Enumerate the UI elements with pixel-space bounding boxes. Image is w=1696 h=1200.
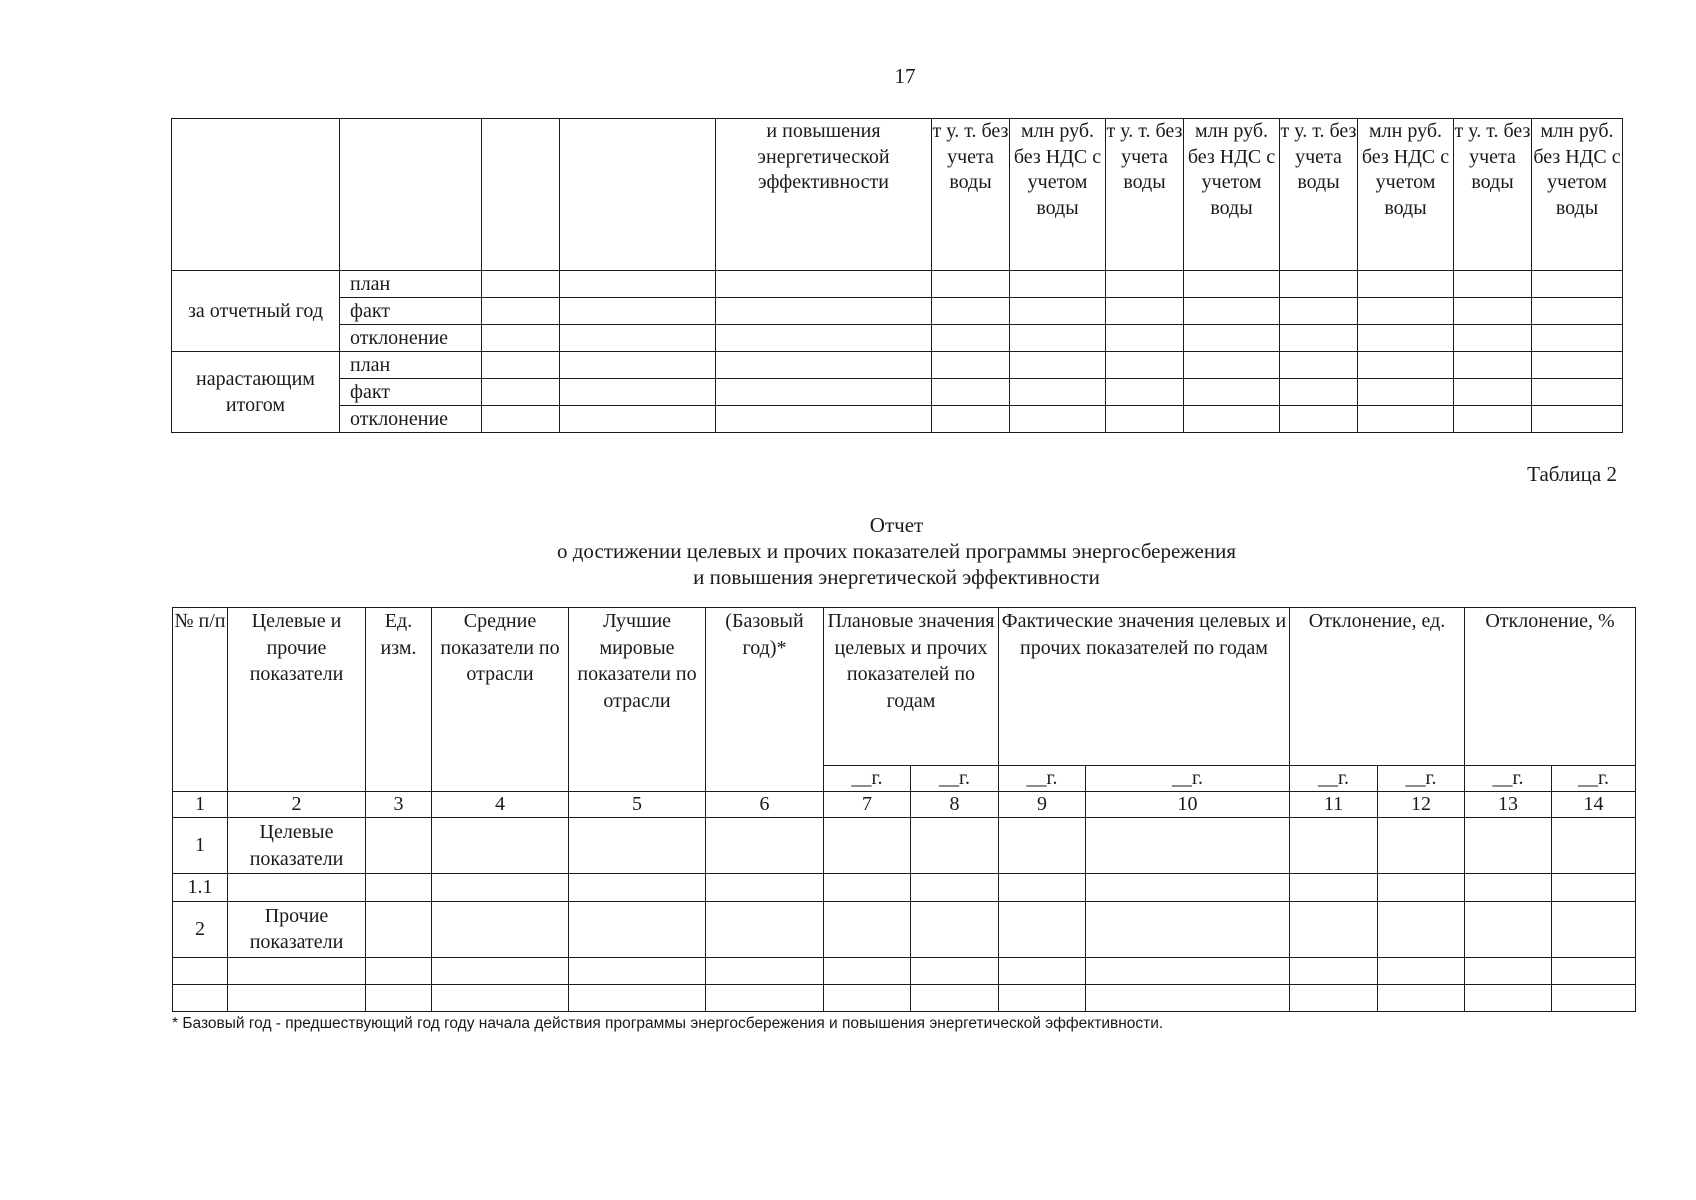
table-cell <box>1378 984 1465 1011</box>
table-cell <box>1290 874 1378 902</box>
table-cell <box>932 325 1010 352</box>
table-cell <box>1280 406 1358 433</box>
header-deviation-units: Отклонение, ед. <box>1290 608 1465 766</box>
table-cell <box>366 818 432 874</box>
table-cell <box>366 957 432 984</box>
table-cell <box>482 325 560 352</box>
table-cell <box>1010 271 1106 298</box>
table-cell <box>1465 957 1552 984</box>
table-cell <box>560 325 716 352</box>
table-cell <box>716 406 932 433</box>
table1-header-tut: т у. т. без учета воды <box>1454 119 1532 271</box>
title-line: Отчет <box>869 513 924 537</box>
year-cell: __г. <box>1086 766 1290 792</box>
table-cell <box>1358 298 1454 325</box>
table-cell <box>1358 352 1454 379</box>
table-cell <box>1532 379 1623 406</box>
row-sublabel: факт <box>340 298 482 325</box>
table-cell <box>706 874 824 902</box>
table-cell <box>1106 352 1184 379</box>
table-cell <box>1378 818 1465 874</box>
table-cell <box>1010 325 1106 352</box>
table-cell <box>1465 874 1552 902</box>
header-world-best: Лучшие мировые показатели по отрасли <box>569 608 706 792</box>
row-number <box>173 957 228 984</box>
table-row <box>172 352 1623 379</box>
table-cell <box>1290 818 1378 874</box>
footnote: * Базовый год - предшествующий год году начала действия программы энергосбережения и повышения энергетической эффективности. <box>172 1015 1164 1032</box>
table-cell <box>1465 818 1552 874</box>
header-deviation-percent: Отклонение, % <box>1465 608 1636 766</box>
table-cell <box>1358 406 1454 433</box>
title-line: о достижении целевых и прочих показателей программы энергосбережения <box>557 539 1236 563</box>
row-number <box>173 984 228 1011</box>
table-cell <box>911 984 999 1011</box>
title-line: и повышения энергетической эффективности <box>693 565 1100 589</box>
table-cell <box>1290 901 1378 957</box>
table-cell <box>824 957 911 984</box>
table-cell <box>1552 957 1636 984</box>
row-number: 1 <box>173 818 228 874</box>
row-sublabel: план <box>340 352 482 379</box>
table-cell <box>1532 325 1623 352</box>
table-cell <box>1378 957 1465 984</box>
table-cell <box>1106 379 1184 406</box>
table-cell <box>1280 379 1358 406</box>
table-cell <box>569 874 706 902</box>
table-cell <box>1086 957 1290 984</box>
table-cell <box>1378 874 1465 902</box>
table-cell <box>1106 406 1184 433</box>
table-cell <box>716 271 932 298</box>
table-cell <box>1454 298 1532 325</box>
table-cell <box>1106 325 1184 352</box>
table-cell <box>1552 818 1636 874</box>
table-cell <box>1010 298 1106 325</box>
table-cell <box>1552 901 1636 957</box>
table-cell <box>569 984 706 1011</box>
table-cell <box>1378 901 1465 957</box>
row-number: 1.1 <box>173 874 228 902</box>
header-base-year: (Базовый год)* <box>706 608 824 792</box>
table-label: Таблица 2 <box>1527 462 1617 486</box>
table-cell <box>1184 298 1280 325</box>
table-row <box>172 298 1623 325</box>
table-cell <box>1358 379 1454 406</box>
column-number: 3 <box>366 792 432 818</box>
table-row <box>172 406 1623 433</box>
table-cell <box>560 298 716 325</box>
row-group-label: за отчетный год <box>172 271 340 352</box>
table-cell <box>932 406 1010 433</box>
table-cell <box>1184 379 1280 406</box>
page-number: 17 <box>894 64 916 88</box>
column-number: 9 <box>999 792 1086 818</box>
table-row <box>173 901 1636 957</box>
year-cell: __г. <box>911 766 999 792</box>
column-number: 2 <box>228 792 366 818</box>
table1-header-cell <box>482 119 560 271</box>
column-number: 11 <box>1290 792 1378 818</box>
table-cell <box>824 984 911 1011</box>
table-cell <box>482 298 560 325</box>
column-number: 14 <box>1552 792 1636 818</box>
header-actual-values: Фактические значения целевых и прочих показателей по годам <box>999 608 1290 766</box>
header-indicators: Целевые и прочие показатели <box>228 608 366 792</box>
table-cell <box>1086 984 1290 1011</box>
table-cell <box>999 957 1086 984</box>
table-cell <box>366 984 432 1011</box>
table-cell <box>1184 271 1280 298</box>
column-number: 6 <box>706 792 824 818</box>
table-cell <box>706 957 824 984</box>
table-cell <box>1465 901 1552 957</box>
row-label <box>228 957 366 984</box>
row-sublabel: отклонение <box>340 406 482 433</box>
table-cell <box>366 901 432 957</box>
table-cell <box>482 379 560 406</box>
table-cell <box>560 379 716 406</box>
row-label <box>228 984 366 1011</box>
column-number: 13 <box>1465 792 1552 818</box>
table-cell <box>932 298 1010 325</box>
row-sublabel: план <box>340 271 482 298</box>
table-cell <box>1086 901 1290 957</box>
table-cell <box>716 379 932 406</box>
table-cell <box>1106 271 1184 298</box>
table-cell <box>999 984 1086 1011</box>
table-cell <box>911 818 999 874</box>
table-cell <box>932 379 1010 406</box>
table-cell <box>716 325 932 352</box>
table1-header-cell <box>340 119 482 271</box>
table-cell <box>432 874 569 902</box>
header-number: № п/п <box>173 608 228 792</box>
column-number: 10 <box>1086 792 1290 818</box>
table-cell <box>1454 325 1532 352</box>
table1-header-mln: млн руб. без НДС с учетом воды <box>1010 119 1106 271</box>
table-cell <box>999 818 1086 874</box>
column-number: 12 <box>1378 792 1465 818</box>
table-cell <box>1454 271 1532 298</box>
table-row <box>173 874 1636 902</box>
table-cell <box>716 352 932 379</box>
table-cell <box>716 298 932 325</box>
year-cell: __г. <box>1290 766 1378 792</box>
table-cell <box>1532 352 1623 379</box>
table-cell <box>1280 325 1358 352</box>
table-cell <box>482 352 560 379</box>
table-cell <box>1552 984 1636 1011</box>
table-row <box>173 818 1636 874</box>
table1-header-tut: т у. т. без учета воды <box>1106 119 1184 271</box>
header-industry-average: Средние показатели по отрасли <box>432 608 569 792</box>
table-cell <box>1358 325 1454 352</box>
table-cell <box>1465 984 1552 1011</box>
table-cell <box>432 818 569 874</box>
table-cell <box>1106 298 1184 325</box>
column-number: 4 <box>432 792 569 818</box>
header-unit: Ед. изм. <box>366 608 432 792</box>
table-cell <box>911 874 999 902</box>
year-cell: __г. <box>1552 766 1636 792</box>
table-cell <box>1010 379 1106 406</box>
table-cell <box>1010 352 1106 379</box>
table-cell <box>706 901 824 957</box>
table-cell <box>560 406 716 433</box>
table1-header-mln: млн руб. без НДС с учетом воды <box>1184 119 1280 271</box>
table-cell <box>1184 352 1280 379</box>
table1-header-cell <box>172 119 340 271</box>
report-title <box>171 512 1622 590</box>
table-cell <box>1010 406 1106 433</box>
table-cell <box>1532 271 1623 298</box>
table-cell <box>366 874 432 902</box>
header-planned-values: Плановые значения целевых и прочих показателей по годам <box>824 608 999 766</box>
indicators-report-table <box>172 607 1636 1012</box>
table-row <box>173 957 1636 984</box>
table-cell <box>560 271 716 298</box>
table-cell <box>911 901 999 957</box>
table-cell <box>432 984 569 1011</box>
table-cell <box>1532 298 1623 325</box>
table-cell <box>1532 406 1623 433</box>
row-sublabel: факт <box>340 379 482 406</box>
column-number: 8 <box>911 792 999 818</box>
table-cell <box>1086 874 1290 902</box>
table1-header-program: и повышения энергетической эффективности <box>716 119 932 271</box>
table1-header-mln: млн руб. без НДС с учетом воды <box>1532 119 1623 271</box>
table-row <box>173 984 1636 1011</box>
table-cell <box>482 271 560 298</box>
table-cell <box>706 818 824 874</box>
table-cell <box>1454 352 1532 379</box>
row-label <box>228 874 366 902</box>
table1-header-tut: т у. т. без учета воды <box>932 119 1010 271</box>
table-cell <box>1454 379 1532 406</box>
table-cell <box>1290 984 1378 1011</box>
table1-header-tut: т у. т. без учета воды <box>1280 119 1358 271</box>
table-row <box>172 271 1623 298</box>
row-sublabel: отклонение <box>340 325 482 352</box>
table-cell <box>932 271 1010 298</box>
table-cell <box>1184 406 1280 433</box>
year-cell: __г. <box>1465 766 1552 792</box>
table1-header-row <box>172 119 1623 271</box>
row-label: Целевые показатели <box>228 818 366 874</box>
year-cell: __г. <box>1378 766 1465 792</box>
row-number: 2 <box>173 901 228 957</box>
table-cell <box>999 874 1086 902</box>
table-cell <box>1290 957 1378 984</box>
table-cell <box>569 901 706 957</box>
table-cell <box>569 957 706 984</box>
table-cell <box>1280 298 1358 325</box>
energy-savings-table <box>171 118 1623 433</box>
table2-header-row <box>173 608 1636 766</box>
table-cell <box>824 818 911 874</box>
column-number: 5 <box>569 792 706 818</box>
table-cell <box>1280 271 1358 298</box>
table-cell <box>569 818 706 874</box>
table-cell <box>1086 818 1290 874</box>
table-row <box>172 379 1623 406</box>
table-cell <box>1552 874 1636 902</box>
table-cell <box>999 901 1086 957</box>
year-cell: __г. <box>824 766 911 792</box>
table-cell <box>824 901 911 957</box>
row-label: Прочие показатели <box>228 901 366 957</box>
row-group-label: нарастающим итогом <box>172 352 340 433</box>
table-cell <box>482 406 560 433</box>
column-number-row <box>173 792 1636 818</box>
table-cell <box>560 352 716 379</box>
table-cell <box>824 874 911 902</box>
table1-header-cell <box>560 119 716 271</box>
table-cell <box>1280 352 1358 379</box>
table-cell <box>911 957 999 984</box>
table-row <box>172 325 1623 352</box>
table-cell <box>932 352 1010 379</box>
table1-header-mln: млн руб. без НДС с учетом воды <box>1358 119 1454 271</box>
table-cell <box>1184 325 1280 352</box>
column-number: 1 <box>173 792 228 818</box>
column-number: 7 <box>824 792 911 818</box>
table-cell <box>1454 406 1532 433</box>
table-cell <box>706 984 824 1011</box>
table-cell <box>432 957 569 984</box>
year-cell: __г. <box>999 766 1086 792</box>
table-cell <box>432 901 569 957</box>
table-cell <box>1358 271 1454 298</box>
